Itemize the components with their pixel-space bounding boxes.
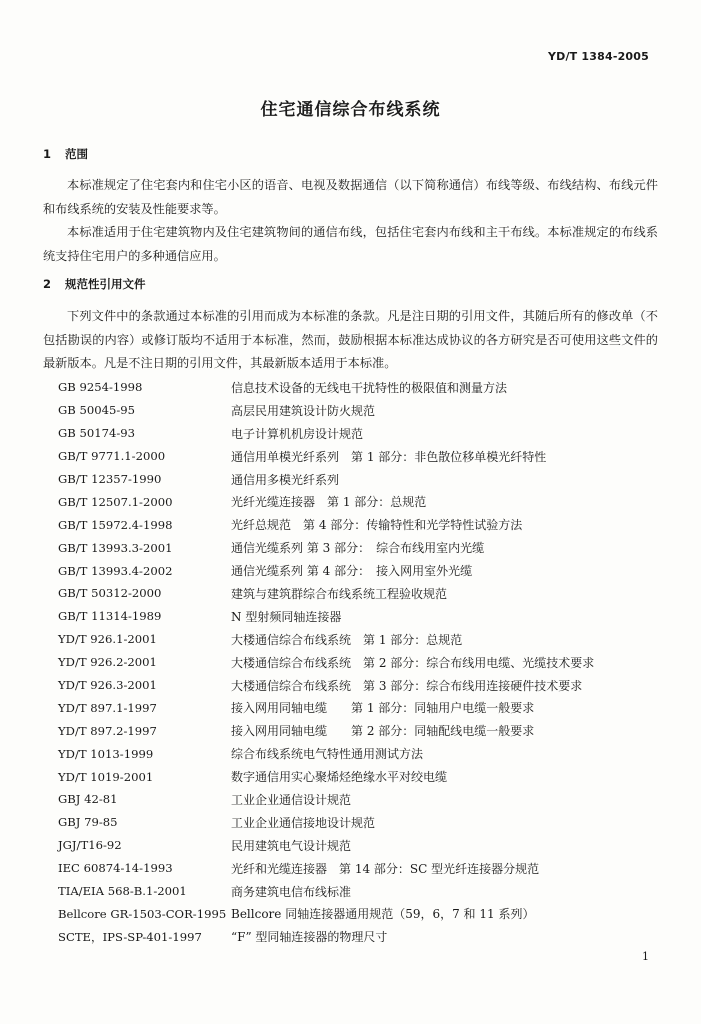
- reference-code: GB/T 12507.1-2000: [58, 494, 173, 509]
- reference-title: 通信光缆系列 第 4 部分： 接入网用室外光缆: [231, 564, 473, 579]
- section-number: 1: [43, 147, 52, 161]
- section-heading-scope: [43, 146, 88, 162]
- reference-code: YD/T 926.3-2001: [58, 678, 157, 693]
- reference-item: [58, 605, 658, 628]
- reference-item: [58, 719, 658, 742]
- reference-title: 大楼通信综合布线系统 第 1 部分：总规范: [231, 632, 463, 647]
- reference-title: N 型射频同轴连接器: [231, 609, 342, 624]
- paragraph: 本标准规定了住宅套内和住宅小区的语音、电视及数据通信（以下简称通信）布线等级、布线结构、布线元件和布线系统的安装及性能要求等。: [43, 178, 658, 216]
- reference-title: “F” 型同轴连接器的物理尺寸: [231, 930, 388, 945]
- reference-code: GB 50174-93: [58, 426, 136, 441]
- reference-code: GB/T 12357-1990: [58, 472, 162, 486]
- reference-item: [58, 422, 658, 445]
- reference-code: TIA/EIA 568-B.1-2001: [58, 884, 187, 899]
- reference-code: Bellcore GR-1503-COR-1995: [58, 906, 227, 921]
- reference-title: 光纤光缆连接器 第 1 部分：总规范: [231, 495, 427, 510]
- reference-title: 接入网用同轴电缆 第 1 部分：同轴用户电缆一般要求: [231, 701, 535, 716]
- reference-list: [58, 376, 658, 948]
- reference-code: IEC 60874-14-1993: [58, 861, 173, 876]
- reference-code: SCTE，IPS-SP-401-1997: [58, 929, 202, 944]
- reference-code: GB/T 15972.4-1998: [58, 517, 173, 532]
- reference-title: 工业企业通信设计规范: [231, 792, 352, 807]
- reference-item: [58, 490, 658, 513]
- reference-title: 大楼通信综合布线系统 第 3 部分：综合布线用连接硬件技术要求: [231, 678, 583, 693]
- reference-title: 光纤总规范 第 4 部分：传输特性和光学特性试验方法: [231, 518, 523, 533]
- reference-code: GB/T 9771.1-2000: [58, 449, 166, 464]
- reference-code: YD/T 926.2-2001: [58, 655, 157, 670]
- section-heading-normative-references: [43, 276, 146, 292]
- reference-code: GB/T 50312-2000: [58, 586, 162, 601]
- reference-title: 商务建筑电信布线标准: [231, 884, 352, 899]
- reference-title: 光纤和光缆连接器 第 14 部分：SC 型光纤连接器分规范: [231, 861, 540, 876]
- reference-item: [58, 788, 658, 811]
- reference-item: [58, 834, 658, 857]
- reference-title: 大楼通信综合布线系统 第 2 部分：综合布线用电缆、光缆技术要求: [231, 655, 595, 670]
- reference-item: [58, 628, 658, 651]
- reference-code: YD/T 926.1-2001: [58, 632, 157, 647]
- reference-item: [58, 674, 658, 697]
- reference-item: [58, 559, 658, 582]
- reference-code: GB 50045-95: [58, 403, 136, 418]
- reference-title: 通信光缆系列 第 3 部分： 综合布线用室内光缆: [231, 541, 485, 556]
- reference-item: [58, 880, 658, 903]
- reference-code: YD/T 1019-2001: [58, 769, 154, 784]
- reference-title: 通信用单模光纤系列 第 1 部分：非色散位移单模光纤特性: [231, 449, 547, 464]
- reference-code: YD/T 897.1-1997: [58, 700, 157, 715]
- section-title: 规范性引用文件: [65, 277, 146, 291]
- reference-title: 工业企业通信接地设计规范: [231, 815, 376, 830]
- reference-item: [58, 765, 658, 788]
- paragraph: 下列文件中的条款通过本标准的引用而成为本标准的条款。凡是注日期的引用文件，其随后所有的修改单（不包括勘误的内容）或修订版均不适用于本标准，然而，鼓励根据本标准达成协议的各方研究是否可使用这些文件的最新版本。凡是不注日期的引用文件，其最新版本适用于本标准。: [43, 309, 658, 370]
- reference-item: [58, 399, 658, 422]
- reference-code: GBJ 79-85: [58, 815, 118, 830]
- reference-item: [58, 696, 658, 719]
- reference-item: [58, 742, 658, 765]
- reference-title: 建筑与建筑群综合布线系统工程验收规范: [231, 586, 448, 601]
- section-number: 2: [43, 277, 52, 291]
- page-number: 1: [642, 950, 649, 963]
- reference-code: GB/T 11314-1989: [58, 609, 162, 624]
- reference-code: GB/T 13993.4-2002: [58, 563, 173, 578]
- reference-item: [58, 468, 658, 491]
- reference-item: [58, 582, 658, 605]
- reference-title: 信息技术设备的无线电干扰特性的极限值和测量方法: [231, 380, 508, 395]
- reference-item: [58, 513, 658, 536]
- reference-item: [58, 445, 658, 468]
- section-title: 范围: [65, 147, 88, 161]
- reference-code: YD/T 897.2-1997: [58, 723, 157, 738]
- reference-title: Bellcore 同轴连接器通用规范（59，6，7 和 11 系列）: [231, 907, 535, 922]
- reference-code: GB 9254-1998: [58, 380, 143, 395]
- document-title: 住宅通信综合布线系统: [260, 100, 441, 120]
- reference-item: [58, 857, 658, 880]
- reference-title: 数字通信用实心聚烯烃绝缘水平对绞电缆: [231, 770, 448, 785]
- reference-item: [58, 925, 658, 948]
- reference-title: 接入网用同轴电缆 第 2 部分：同轴配线电缆一般要求: [231, 724, 535, 739]
- standard-code: YD/T 1384-2005: [547, 50, 649, 63]
- reference-item: [58, 902, 658, 925]
- reference-code: GBJ 42-81: [58, 792, 118, 807]
- reference-code: YD/T 1013-1999: [58, 746, 154, 761]
- reference-title: 综合布线系统电气特性通用测试方法: [231, 747, 424, 762]
- reference-item: [58, 811, 658, 834]
- reference-title: 民用建筑电气设计规范: [231, 838, 352, 853]
- reference-item: [58, 536, 658, 559]
- reference-title: 高层民用建筑设计防火规范: [231, 403, 376, 418]
- paragraph: 本标准适用于住宅建筑物内及住宅建筑物间的通信布线，包括住宅套内布线和主干布线。本标准规定的布线系统支持住宅用户的多种通信应用。: [43, 225, 658, 263]
- reference-item: [58, 651, 658, 674]
- reference-code: GB/T 13993.3-2001: [58, 540, 173, 555]
- reference-item: [58, 376, 658, 399]
- reference-title: 通信用多模光纤系列: [231, 472, 340, 487]
- reference-title: 电子计算机机房设计规范: [231, 426, 364, 441]
- reference-code: JGJ/T16-92: [58, 838, 122, 853]
